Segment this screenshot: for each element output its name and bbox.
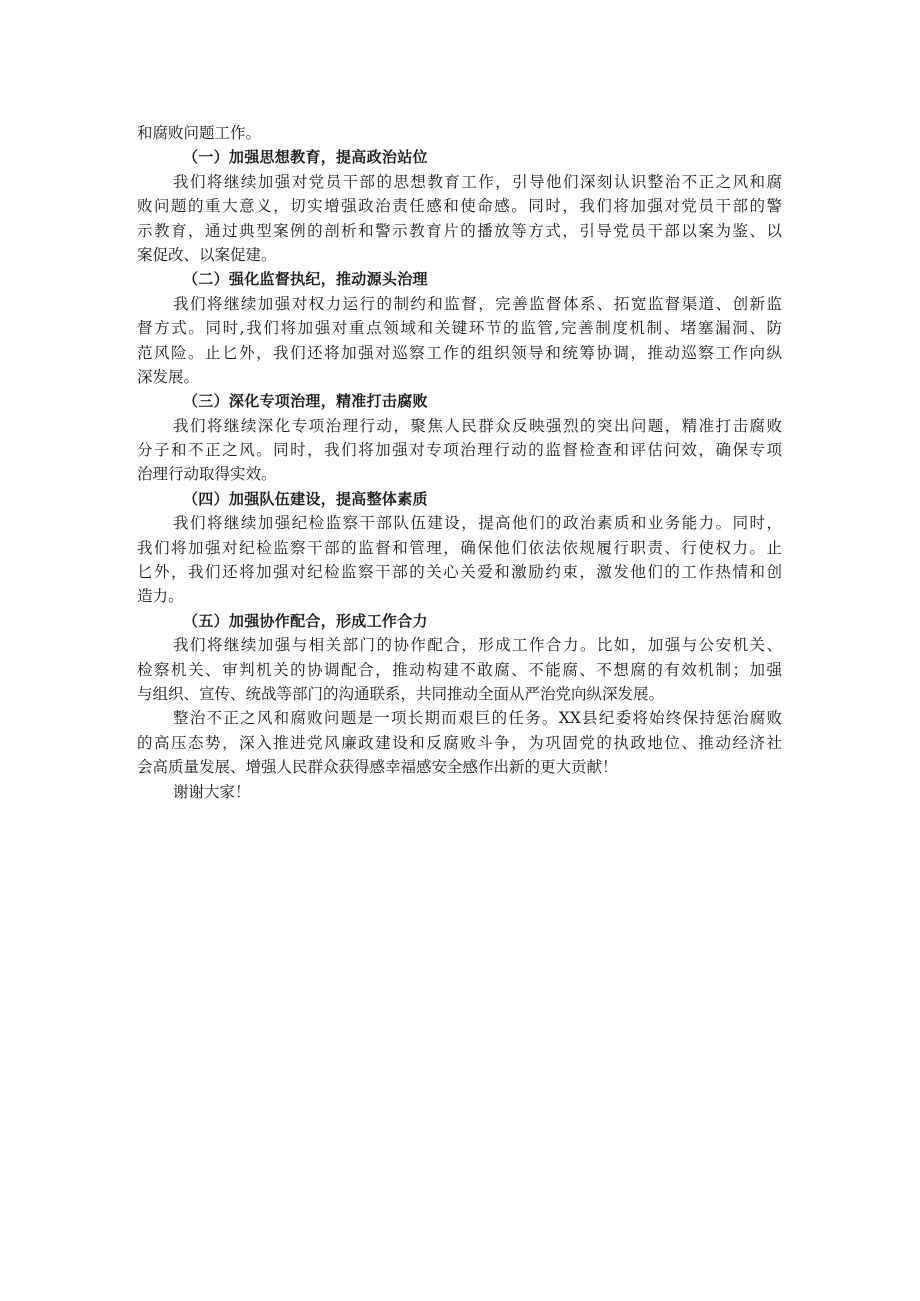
section-heading-1: （一）加强思想教育，提高政治站位 — [183, 148, 428, 167]
paragraph-line: 败问题的重大意义，切实增强政治责任感和使命感。同时，我们将加强对党员干部的警 — [137, 197, 782, 216]
paragraph-line: 我们将继续加强对权力运行的制约和监督，完善监督体系、拓宽监督渠道、创新监 — [173, 294, 782, 313]
closing-line: 谢谢大家！ — [173, 782, 251, 801]
paragraph-line: 我们将继续深化专项治理行动，聚焦人民群众反映强烈的突出问题，精准打击腐败 — [173, 416, 782, 435]
paragraph-line: 我们将继续加强纪检监察干部队伍建设，提高他们的政治素质和业务能力。同时， — [173, 514, 782, 533]
section-heading-2: （二）强化监督执纪，推动源头治理 — [183, 270, 428, 289]
paragraph-line: 督方式。同时,我们将加强对重点领域和关键环节的监管,完善制度机制、堵塞漏洞、防 — [137, 319, 782, 338]
paragraph-line: 会高质量发展、增强人民群众获得感幸福感安全感作出新的更大贡献！ — [137, 758, 618, 777]
paragraph-line: 治理行动取得实效。 — [137, 465, 277, 484]
paragraph-line: 和腐败问题工作。 — [137, 124, 262, 142]
paragraph-line: 整治不正之风和腐败问题是一项长期而艰巨的任务。XX县纪委将始终保持惩治腐败 — [173, 709, 782, 728]
document-page — [137, 121, 782, 804]
paragraph-line: 我们将继续加强对党员干部的思想教育工作，引导他们深刻认识整治不正之风和腐 — [173, 172, 782, 191]
section-heading-5: （五）加强协作配合，形成工作合力 — [183, 611, 428, 630]
paragraph-line: 检察机关、审判机关的协调配合，推动构建不敢腐、不能腐、不想腐的有效机制；加强 — [137, 660, 782, 679]
section-heading-4: （四）加强队伍建设，提高整体素质 — [183, 489, 428, 508]
paragraph-line: 匕外，我们还将加强对纪检监察干部的关心关爱和激励约束，激发他们的工作热情和创 — [137, 563, 782, 582]
section-heading-3: （三）深化专项治理，精准打击腐败 — [183, 392, 428, 411]
paragraph-line: 深发展。 — [137, 367, 200, 386]
paragraph-line: 分子和不正之风。同时，我们将加强对专项治理行动的监督检查和评估问效，确保专项 — [137, 441, 782, 460]
paragraph-line: 范风险。止匕外，我们还将加强对巡察工作的组织领导和统筹协调，推动巡察工作向纵 — [137, 343, 782, 362]
paragraph-line: 的高压态势，深入推进党风廉政建设和反腐败斗争，为巩固党的执政地位、推动经济社 — [137, 733, 782, 752]
paragraph-line: 示教育，通过典型案例的剖析和警示教育片的播放等方式，引导党员干部以案为鉴、以 — [137, 221, 782, 240]
paragraph-line: 我们将继续加强与相关部门的协作配合，形成工作合力。比如，加强与公安机关、 — [173, 636, 782, 655]
paragraph-line: 我们将加强对纪检监察干部的监督和管理，确保他们依法依规履行职责、行使权力。止 — [137, 538, 782, 557]
paragraph-line: 与组织、宣传、统战等部门的沟通联系，共同推动全面从严治党向纵深发展。 — [137, 684, 665, 703]
paragraph-line: 造力。 — [137, 587, 184, 606]
paragraph-line: 案促改、以案促建。 — [137, 245, 277, 264]
